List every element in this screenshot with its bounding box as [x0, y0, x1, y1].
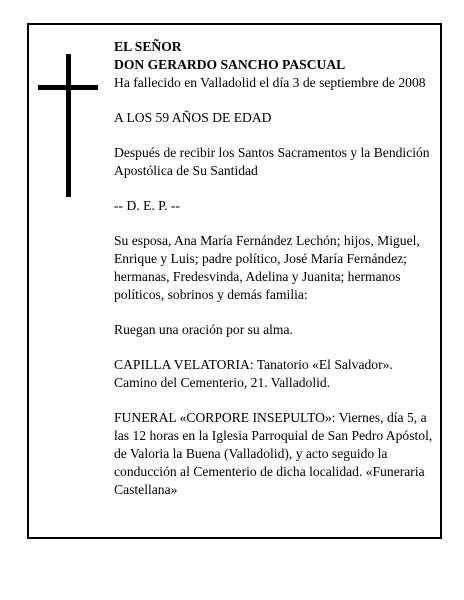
- cross-horizontal-bar: [38, 85, 98, 90]
- cross-icon: [38, 54, 98, 197]
- notice-content: [114, 38, 436, 516]
- rip-line: -- D. E. P. --: [114, 198, 181, 213]
- death-statement: Ha fallecido en Valladolid el día 3 de septiembre de 2008: [114, 75, 426, 90]
- notice-title: EL SEÑOR: [114, 39, 182, 54]
- sacraments-line: Después de recibir los Santos Sacramentos y la Bendición Apostólica de Su Santidad: [114, 145, 430, 178]
- chapel-paragraph: CAPILLA VELATORIA: Tanatorio «El Salvador». Camino del Cementerio, 21. Valladolid.: [114, 357, 393, 390]
- cross-vertical-bar: [66, 54, 71, 197]
- prayer-line: Ruegan una oración por su alma.: [114, 322, 293, 337]
- deceased-name: DON GERARDO SANCHO PASCUAL: [114, 57, 346, 72]
- family-paragraph: Su esposa, Ana María Fernández Lechón; hijos, Miguel, Enrique y Luis; padre político, José María Fernández; hermanas, Fredesvinda, Adelina y Juanita; hermanos políticos, sobrinos y demás familia:: [114, 233, 420, 302]
- notice-header: [114, 38, 436, 92]
- age-line: A LOS 59 AÑOS DE EDAD: [114, 110, 272, 125]
- funeral-paragraph: FUNERAL «CORPORE INSEPULTO»: Viernes, día 5, a las 12 horas en la Iglesia Parroquial de San Pedro Apóstol, de Valoria la Buena (Valladolid), y acto seguido la conducción al Cementerio de dicha localidad. «Funeraria Castellana»: [114, 410, 433, 497]
